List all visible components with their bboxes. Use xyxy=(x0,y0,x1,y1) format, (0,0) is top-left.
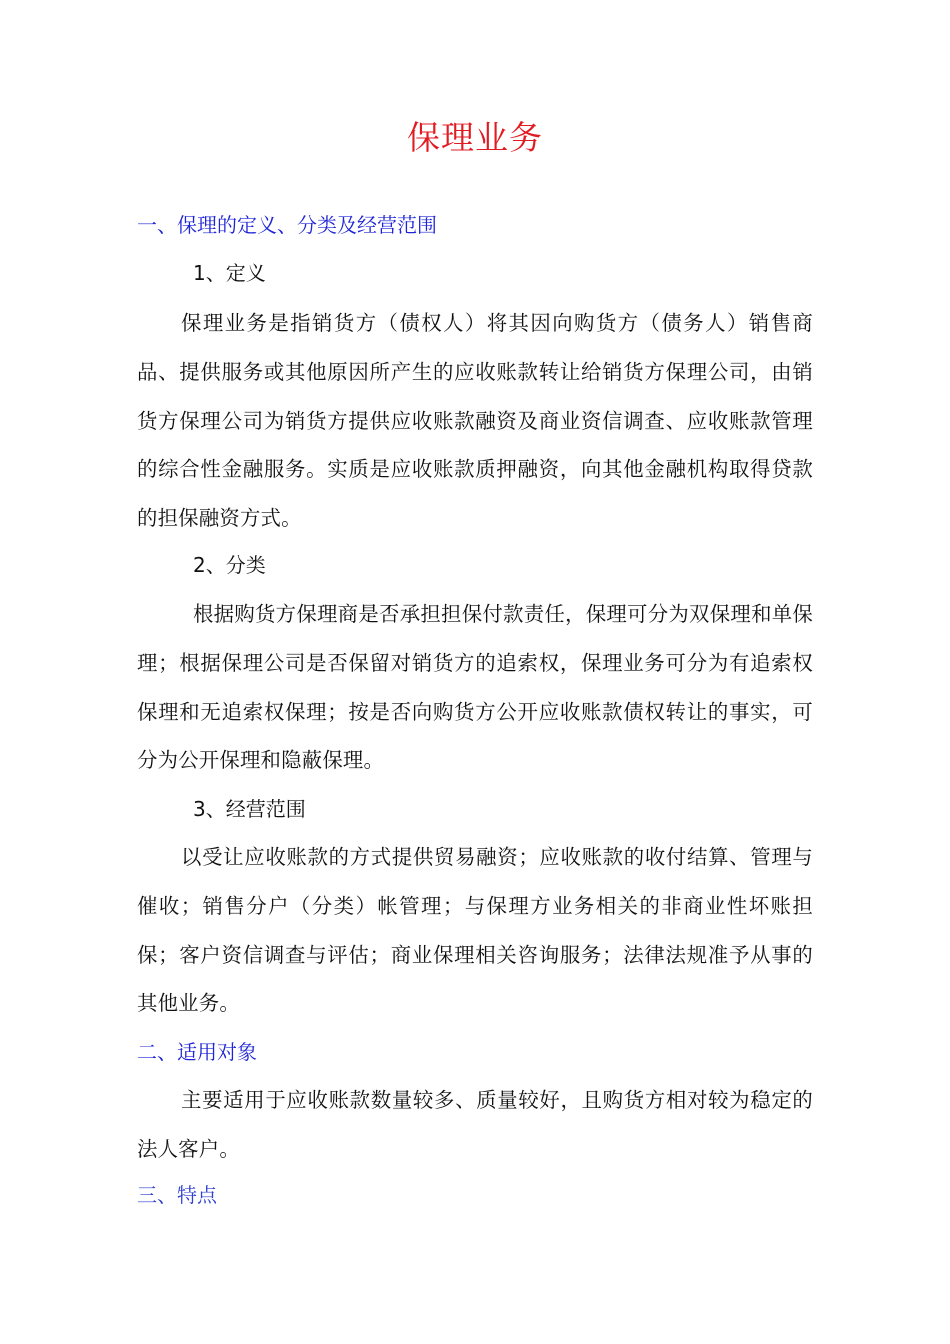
subsection-3-heading: 3、经营范围 xyxy=(193,797,306,821)
subsection-1-heading: 1、定义 xyxy=(193,261,266,285)
subsection-1-paragraph: 保理业务是指销货方（债权人）将其因向购货方（债务人）销售商品、提供服务或其他原因所产生的应收账款转让给销货方保理公司，由销货方保理公司为销货方提供应收账款融资及商业资信调查、应收账款管理的综合性金融服务。实质是应收账款质押融资，向其他金融机构取得贷款的担保融资方式。 xyxy=(137,311,813,531)
subsection-2-heading: 2、分类 xyxy=(193,553,266,577)
document-title: 保理业务 xyxy=(407,118,543,157)
subsection-2-paragraph: 根据购货方保理商是否承担担保付款责任，保理可分为双保理和单保理；根据保理公司是否保留对销货方的追索权，保理业务可分为有追索权保理和无追索权保理；按是否向购货方公开应收账款债权转让的事实，可分为公开保理和隐蔽保理。 xyxy=(137,602,813,773)
section-2-heading: 二、适用对象 xyxy=(137,1040,257,1064)
section-3-heading: 三、特点 xyxy=(137,1183,217,1207)
subsection-3-paragraph: 以受让应收账款的方式提供贸易融资；应收账款的收付结算、管理与催收；销售分户（分类）帐管理；与保理方业务相关的非商业性坏账担保；客户资信调查与评估；商业保理相关咨询服务；法律法规准予从事的其他业务。 xyxy=(137,845,813,1016)
section-1-heading: 一、保理的定义、分类及经营范围 xyxy=(137,213,437,237)
section-2-paragraph: 主要适用于应收账款数量较多、质量较好，且购货方相对较为稳定的法人客户。 xyxy=(137,1088,813,1161)
